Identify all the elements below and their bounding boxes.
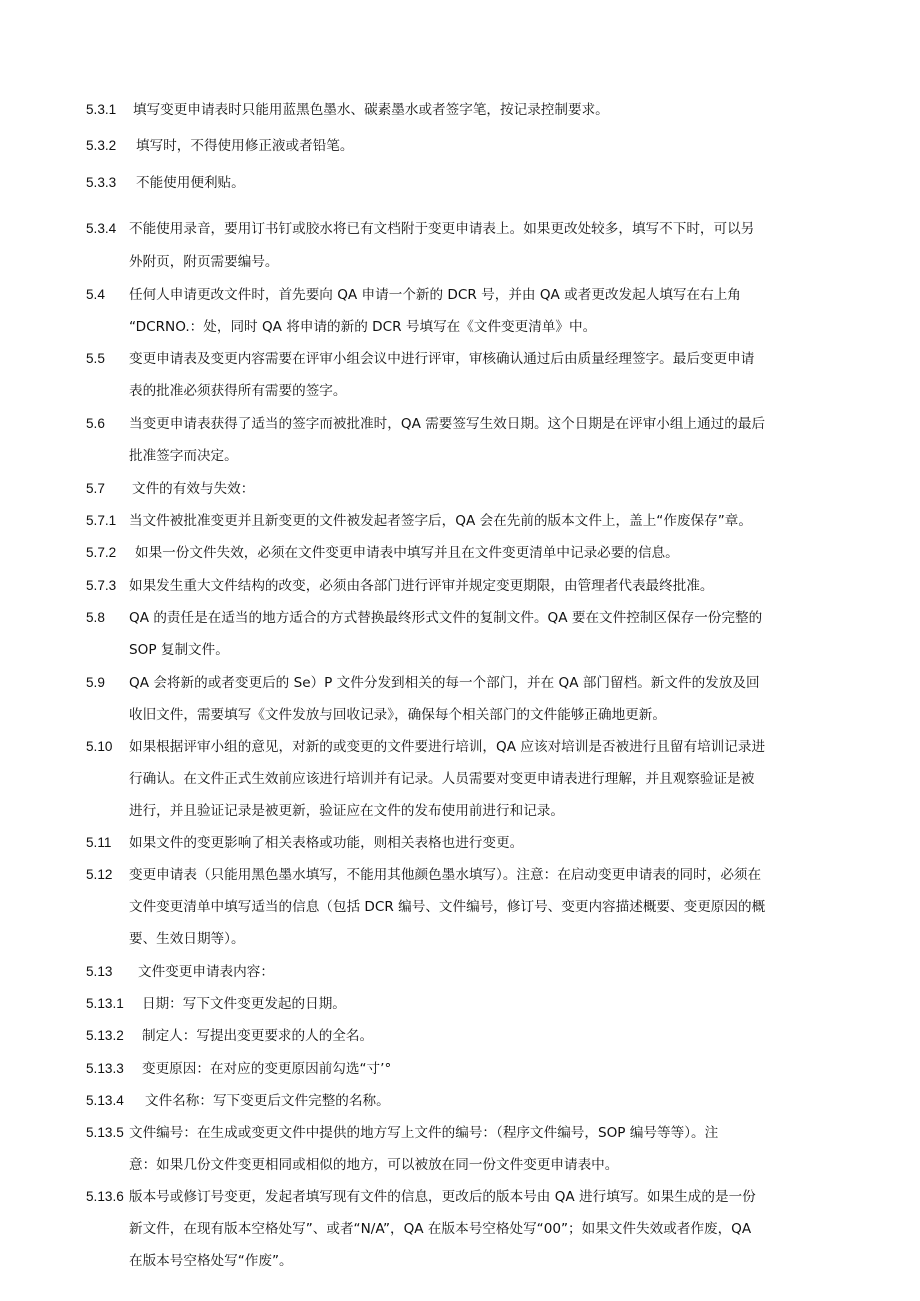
clause-text: 填写时，不得使用修正液或者铅笔。	[136, 138, 354, 154]
clause-number: 5.13.5	[86, 1125, 124, 1140]
clause-text: 行确认。在文件正式生效前应该进行培训并有记录。人员需要对变更申请表进行理解，并且观察验证是被	[129, 771, 755, 787]
clause-text: 在版本号空格处写“作废”。	[129, 1253, 293, 1269]
clause-text: 当文件被批准变更并且新变更的文件被发起者签字后，QA 会在先前的版本文件上，盖上“作废保存”章。	[129, 513, 752, 529]
clause-text: 如果根据评审小组的意见，对新的或变更的文件要进行培训，QA 应该对培训是否被进行且留有培训记录进	[129, 739, 766, 755]
clause-text: 文件名称：写下变更后文件完整的名称。	[145, 1093, 390, 1109]
clause-text: 如果文件的变更影响了相关表格或功能，则相关表格也进行变更。	[129, 835, 524, 851]
clause-number: 5.3.2	[86, 138, 117, 153]
clause-text: QA 的责任是在适当的地方适合的方式替换最终形式文件的复制文件。QA 要在文件控制区保存一份完整的	[129, 610, 763, 626]
clause-number: 5.11	[86, 835, 112, 850]
clause-text: 变更原因：在对应的变更原因前勾选“寸’°	[142, 1061, 392, 1077]
clause-text: 要、生效日期等）。	[129, 931, 245, 947]
clause-number: 5.3.1	[86, 102, 117, 117]
clause-text: 版本号或修订号变更，发起者填写现有文件的信息，更改后的版本号由 QA 进行填写。如果生成的是一份	[129, 1189, 756, 1205]
clause-number: 5.3.3	[86, 175, 117, 190]
clause-number: 5.5	[86, 351, 105, 366]
clause-number: 5.13.3	[86, 1061, 124, 1076]
clause-number: 5.3.4	[86, 221, 117, 236]
clause-number: 5.13.2	[86, 1028, 124, 1043]
clause-number: 5.10	[86, 739, 113, 754]
clause-text: 制定人：写提出变更要求的人的全名。	[142, 1028, 374, 1044]
clause-number: 5.13.4	[86, 1093, 124, 1108]
clause-number: 5.6	[86, 416, 105, 431]
clause-text: SOP 复制文件。	[129, 642, 229, 658]
clause-text: 当变更申请表获得了适当的签字而被批准时，QA 需要签写生效日期。这个日期是在评审小组上通过的最后	[129, 416, 766, 432]
clause-text: 任何人申请更改文件时，首先要向 QA 申请一个新的 DCR 号，并由 QA 或者更改发起人填写在右上角	[129, 287, 741, 303]
clause-text: 表的批准必须获得所有需要的签字。	[129, 383, 347, 399]
clause-number: 5.7.3	[86, 578, 117, 593]
clause-number: 5.7.2	[86, 545, 117, 560]
clause-text: 变更申请表（只能用黑色墨水填写，不能用其他颜色墨水填写）。注意：在启动变更申请表的同时，必须在	[129, 867, 762, 883]
clause-text: 批准签字而决定。	[129, 448, 238, 464]
clause-text: 外附页，附页需要编号。	[129, 254, 279, 270]
clause-text: 如果发生重大文件结构的改变，必须由各部门进行评审并规定变更期限，由管理者代表最终批准。	[129, 578, 714, 594]
clause-number: 5.13	[86, 964, 113, 979]
clause-text: 意：如果几份文件变更相同或相似的地方，可以被放在同一份文件变更申请表中。	[129, 1157, 619, 1173]
clause-text: 新文件，在现有版本空格处写”、或者“N/A”，QA 在版本号空格处写“00”；如果文件失效或者作废，QA	[129, 1221, 752, 1237]
clause-text: 不能使用便利贴。	[136, 175, 245, 191]
clause-text: 进行，并且验证记录是被更新，验证应在文件的发布使用前进行和记录。	[129, 803, 564, 819]
clause-text: QA 会将新的或者变更后的 Se）P 文件分发到相关的每一个部门，并在 QA 部门留档。新文件的发放及回	[129, 675, 760, 691]
clause-number: 5.9	[86, 675, 105, 690]
clause-text: 变更申请表及变更内容需要在评审小组会议中进行评审，审核确认通过后由质量经理签字。最后变更申请	[129, 351, 755, 367]
clause-text: 文件编号：在生成或变更文件中提供的地方写上文件的编号：（程序文件编号，SOP 编号等等）。注	[129, 1125, 719, 1141]
clause-number: 5.8	[86, 610, 105, 625]
clause-number: 5.13.6	[86, 1189, 124, 1204]
clause-text: 填写变更申请表时只能用蓝黑色墨水、碳素墨水或者签字笔，按记录控制要求。	[133, 102, 609, 118]
clause-text: “DCRNO.：处，同时 QA 将申请的新的 DCR 号填写在《文件变更清单》中。	[129, 319, 597, 335]
clause-number: 5.13.1	[86, 996, 124, 1011]
clause-text: 不能使用录音，要用订书钉或胶水将已有文档附于变更申请表上。如果更改处较多，填写不下时，可以另	[129, 221, 755, 237]
clause-number: 5.4	[86, 287, 105, 302]
clause-text: 日期：写下文件变更发起的日期。	[142, 996, 346, 1012]
clause-text: 文件变更清单中填写适当的信息（包括 DCR 编号、文件编号，修订号、变更内容描述概要、变更原因的概	[129, 899, 766, 915]
clause-number: 5.7.1	[86, 513, 117, 528]
clause-number: 5.7	[86, 481, 105, 496]
clause-number: 5.12	[86, 867, 113, 882]
clause-text: 文件变更申请表内容：	[138, 964, 274, 980]
clause-text: 收旧文件，需要填写《文件发放与回收记录》，确保每个相关部门的文件能够正确地更新。	[129, 707, 666, 723]
clause-text: 文件的有效与失效：	[132, 481, 255, 497]
clause-text: 如果一份文件失效，必须在文件变更申请表中填写并且在文件变更清单中记录必要的信息。	[135, 545, 679, 561]
